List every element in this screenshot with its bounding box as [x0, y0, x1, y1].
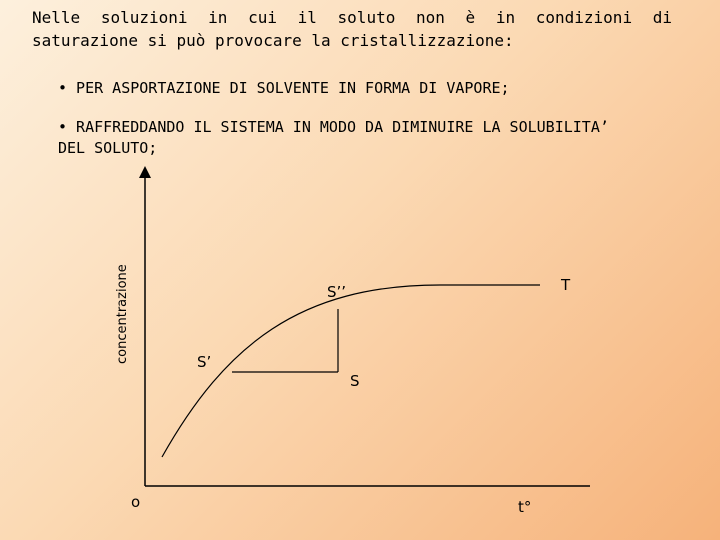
x-axis-label: t° — [518, 498, 532, 516]
bullet-cooling: • RAFFREDDANDO IL SISTEMA IN MODO DA DIMINUIRE LA SOLUBILITA’ DEL SOLUTO; — [58, 118, 609, 157]
label-s-prime: S’ — [197, 353, 212, 371]
origin-label: o — [131, 493, 141, 511]
label-s-double-prime: S’’ — [327, 283, 347, 301]
label-s: S — [350, 372, 360, 390]
bullet-evaporation: • PER ASPORTAZIONE DI SOLVENTE IN FORMA DI VAPORE; — [58, 79, 510, 97]
label-t: T — [561, 276, 571, 294]
y-axis-label: concentrazione — [115, 264, 130, 364]
solubility-curve — [162, 285, 540, 457]
page-title: Nelle soluzioni in cui il soluto non è in condizioni di saturazione si può provocare la cristallizzazione: — [32, 8, 672, 50]
